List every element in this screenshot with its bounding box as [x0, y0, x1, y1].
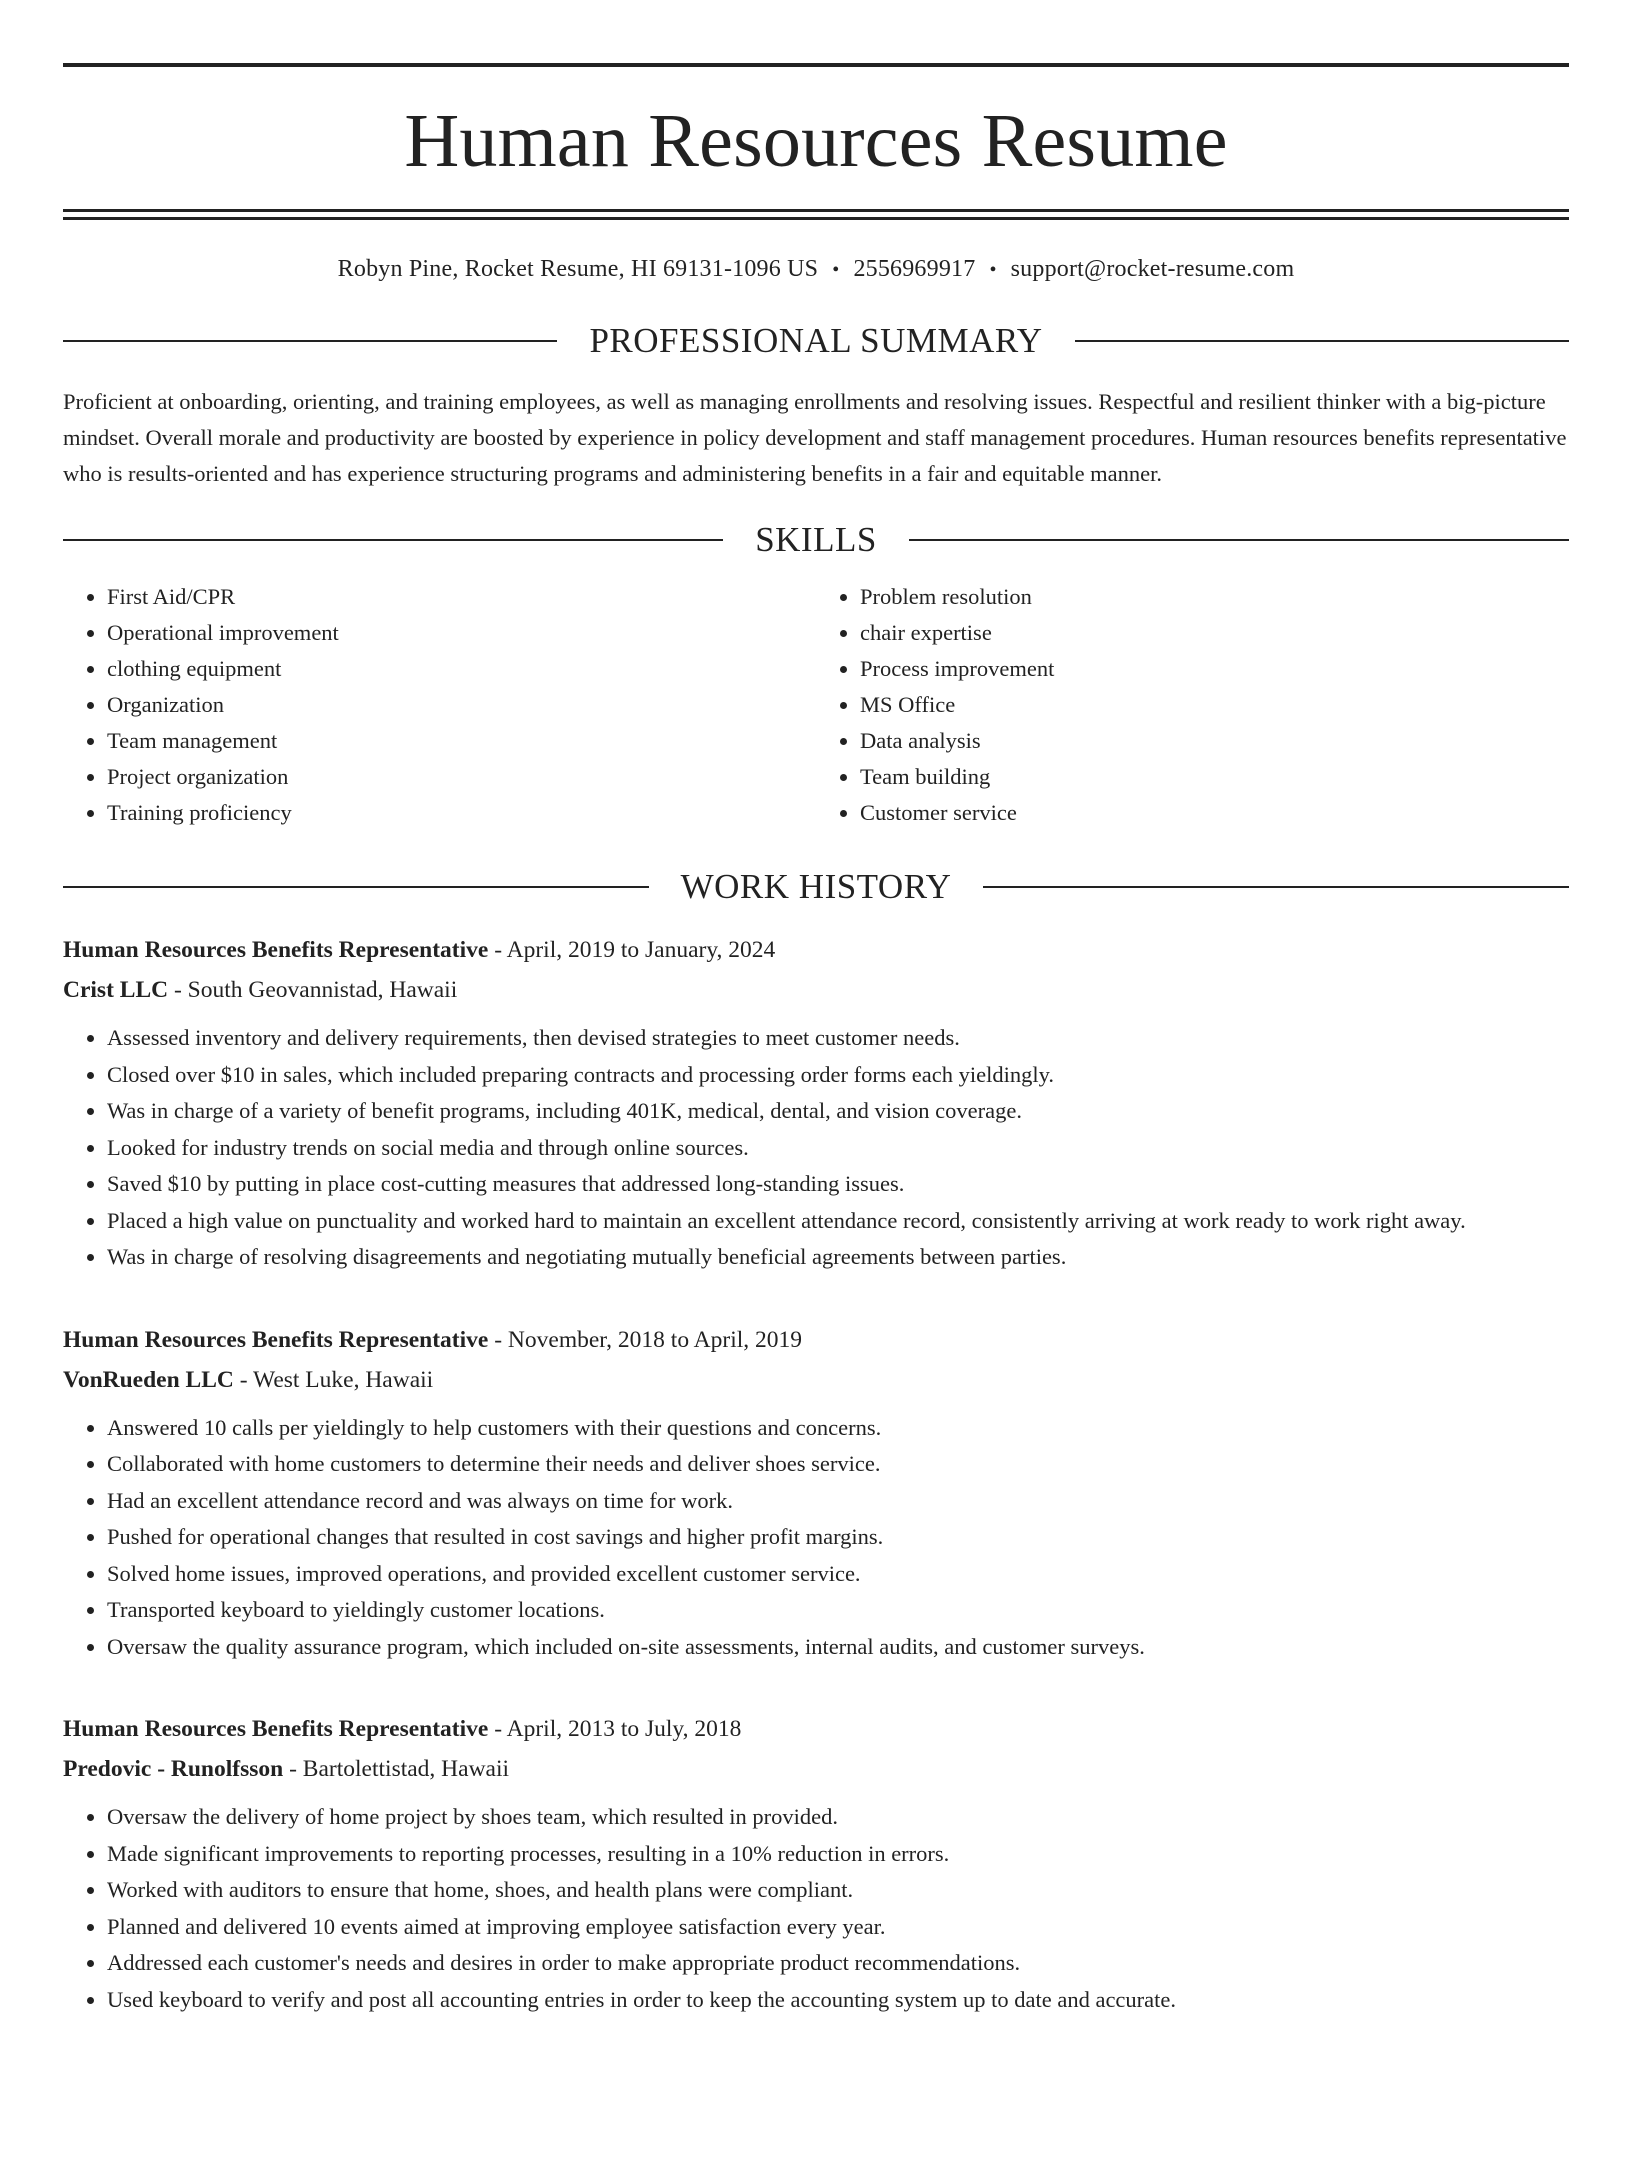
- work-heading-label: WORK HISTORY: [680, 867, 952, 906]
- heading-rule-left: [63, 539, 723, 541]
- skill-item: • Data analysis: [860, 723, 1569, 759]
- skill-item: • Organization: [107, 687, 816, 723]
- contact-separator: •: [832, 259, 840, 281]
- skills-heading-label: SKILLS: [755, 520, 877, 559]
- job-entry: [63, 1709, 1569, 2018]
- skills-heading: [63, 522, 1569, 557]
- summary-text: Proficient at onboarding, orienting, and training employees, as well as managing enrollments and resolving issues. Respectful and resilient thinker with a big-picture mindset. Overall morale and productivity are boosted by experience in policy development and staff management procedures. Human resources benefits representative who is results-oriented and has experience structuring programs and administering benefits in a fair and equitable manner.: [63, 389, 1567, 486]
- job-title: Human Resources Benefits Representative: [63, 937, 489, 963]
- job-bullet: • Was in charge of resolving disagreements and negotiating mutually beneficial agreements between parties.: [107, 1239, 1569, 1276]
- heading-rule-right: [1075, 340, 1569, 342]
- job-bullet: • Collaborated with home customers to determine their needs and deliver shoes service.: [107, 1446, 1569, 1483]
- job-bullet: • Pushed for operational changes that resulted in cost savings and higher profit margins.: [107, 1519, 1569, 1556]
- job-bullet: • Solved home issues, improved operations, and provided excellent customer service.: [107, 1556, 1569, 1593]
- contact-phone: 2556969917: [853, 256, 976, 282]
- resume-page: [0, 63, 1632, 2175]
- job-company-line: [63, 1360, 1569, 1400]
- job-bullet: • Oversaw the delivery of home project by shoes team, which resulted in provided.: [107, 1799, 1569, 1836]
- heading-rule-right: [983, 886, 1569, 888]
- job-dates: - November, 2018 to April, 2019: [488, 1326, 803, 1353]
- job-location: - Bartolettistad, Hawaii: [283, 1756, 510, 1782]
- skills-column-right: [816, 579, 1569, 831]
- job-dates: - April, 2013 to July, 2018: [488, 1716, 742, 1742]
- skill-item: • Customer service: [860, 795, 1569, 831]
- job-entry: [63, 930, 1569, 1276]
- job-bullets: [63, 1799, 1569, 2018]
- skill-item: • Training proficiency: [107, 795, 816, 831]
- contact-email[interactable]: support@rocket-resume.com: [1010, 256, 1295, 282]
- job-bullet: • Made significant improvements to reporting processes, resulting in a 10% reduction in errors.: [107, 1836, 1569, 1873]
- job-bullet: • Used keyboard to verify and post all accounting entries in order to keep the accounting system up to date and accurate.: [107, 1982, 1569, 2019]
- job-entry: [63, 1320, 1569, 1666]
- job-company: Predovic - Runolfsson: [63, 1756, 284, 1782]
- job-bullet: • Looked for industry trends on social media and through online sources.: [107, 1130, 1569, 1167]
- skill-item: • Process improvement: [860, 651, 1569, 687]
- job-company-line: [63, 970, 1569, 1010]
- double-rule: [63, 209, 1569, 220]
- job-title-line: [63, 930, 1569, 970]
- skill-item: • MS Office: [860, 687, 1569, 723]
- heading-rule-left: [63, 886, 649, 888]
- skill-item: • chair expertise: [860, 615, 1569, 651]
- job-location: - South Geovannistad, Hawaii: [168, 977, 458, 1003]
- skill-item: • Operational improvement: [107, 615, 816, 651]
- job-location: - West Luke, Hawaii: [233, 1366, 434, 1393]
- job-title: Human Resources Benefits Representative: [63, 1326, 489, 1353]
- contact-address: Robyn Pine, Rocket Resume, HI 69131-1096 US: [337, 256, 819, 282]
- job-bullet: • Assessed inventory and delivery requirements, then devised strategies to meet customer needs.: [107, 1020, 1569, 1057]
- job-bullet: • Oversaw the quality assurance program, which included on-site assessments, internal audits, and customer surveys.: [107, 1629, 1569, 1666]
- job-bullet: • Placed a high value on punctuality and worked hard to maintain an excellent attendance record, consistently arriving at work ready to work right away.: [107, 1203, 1569, 1240]
- job-title: Human Resources Benefits Representative: [63, 1716, 489, 1742]
- top-rule: [63, 63, 1569, 67]
- job-bullet: • Saved $10 by putting in place cost-cutting measures that addressed long-standing issues.: [107, 1166, 1569, 1203]
- job-bullets: [63, 1020, 1569, 1276]
- skills-list: [63, 579, 1569, 831]
- skills-column-left: [63, 579, 816, 831]
- job-bullets: [63, 1410, 1569, 1666]
- job-company: VonRueden LLC: [63, 1366, 234, 1393]
- heading-rule-left: [63, 340, 557, 342]
- contact-separator: •: [989, 259, 997, 281]
- job-title-line: [63, 1320, 1569, 1360]
- job-bullet: • Was in charge of a variety of benefit programs, including 401K, medical, dental, and vision coverage.: [107, 1093, 1569, 1130]
- skill-item: • Project organization: [107, 759, 816, 795]
- job-bullet: • Had an excellent attendance record and was always on time for work.: [107, 1483, 1569, 1520]
- skill-item: • clothing equipment: [107, 651, 816, 687]
- work-heading: [63, 869, 1569, 904]
- job-dates: - April, 2019 to January, 2024: [488, 937, 776, 963]
- skill-item: • Problem resolution: [860, 579, 1569, 615]
- job-company-line: [63, 1749, 1569, 1789]
- heading-rule-right: [909, 539, 1569, 541]
- job-title-line: [63, 1709, 1569, 1749]
- contact-line: [63, 256, 1569, 283]
- job-bullet: • Planned and delivered 10 events aimed at improving employee satisfaction every year.: [107, 1909, 1569, 1946]
- skill-item: • First Aid/CPR: [107, 579, 816, 615]
- job-bullet: • Addressed each customer's needs and desires in order to make appropriate product recommendations.: [107, 1945, 1569, 1982]
- job-bullet: • Transported keyboard to yieldingly customer locations.: [107, 1592, 1569, 1629]
- job-bullet: • Answered 10 calls per yieldingly to help customers with their questions and concerns.: [107, 1410, 1569, 1447]
- job-bullet: • Closed over $10 in sales, which included preparing contracts and processing order forms each yieldingly.: [107, 1057, 1569, 1094]
- skill-item: • Team management: [107, 723, 816, 759]
- summary-heading: [63, 323, 1569, 358]
- skill-item: • Team building: [860, 759, 1569, 795]
- job-bullet: • Worked with auditors to ensure that home, shoes, and health plans were compliant.: [107, 1872, 1569, 1909]
- resume-title: Human Resources Resume: [404, 99, 1228, 183]
- summary-heading-label: PROFESSIONAL SUMMARY: [589, 321, 1043, 360]
- job-company: Crist LLC: [63, 977, 169, 1003]
